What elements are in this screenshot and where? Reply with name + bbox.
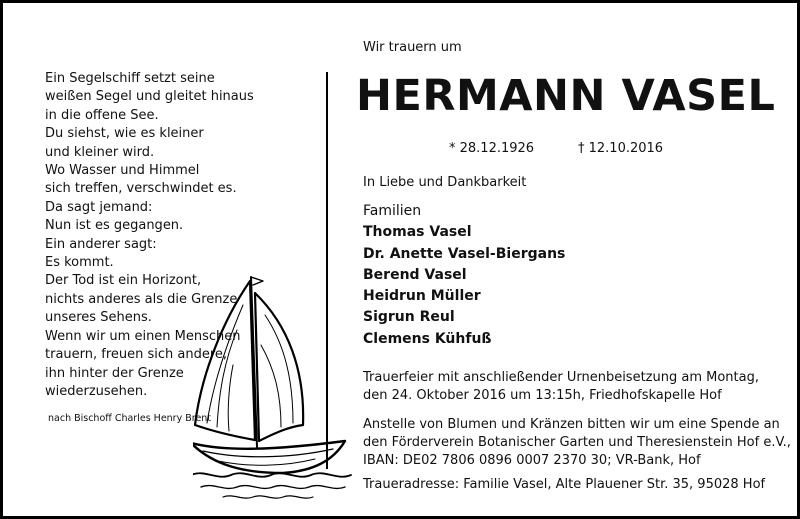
family-member: Dr. Anette Vasel-Biergans [363, 245, 566, 262]
death-date: † 12.10.2016 [578, 141, 664, 156]
donation-line: Anstelle von Blumen und Kränzen bitten wir um eine Spende an [363, 417, 780, 432]
family-label: Familien [363, 203, 422, 219]
poem-line: Ein Segelschiff setzt seine [45, 71, 215, 86]
poem-line: und kleiner wird. [45, 144, 155, 160]
donation-line: den Förderverein Botanischer Garten und Theresienstein Hof e.V., [363, 435, 791, 450]
vertical-divider [326, 72, 328, 469]
poem-line: Du siehst, wie es kleiner [45, 126, 204, 142]
poem-attribution: nach Bischoff Charles Henry Brent [48, 413, 212, 424]
family-member: Sigrun Reul [363, 309, 455, 326]
donation-line: IBAN: DE02 7806 0896 0007 2370 30; VR-Bank, Hof [363, 453, 701, 468]
poem-line: Ein anderer sagt: [45, 236, 157, 252]
sailboat-icon [193, 275, 353, 500]
family-member: Clemens Kühfuß [363, 330, 492, 347]
donation-info [363, 416, 791, 470]
ceremony-line: den 24. Oktober 2016 um 13:15h, Friedhofskapelle Hof [363, 388, 722, 403]
deceased-name: HERMANN VASEL [356, 71, 776, 121]
poem-line: nichts anderes als die Grenze [45, 291, 238, 307]
poem-line: Der Tod ist ein Horizont, [45, 273, 202, 289]
family-member: Berend Vasel [363, 266, 467, 283]
poem-line: Wo Wasser und Himmel [45, 163, 200, 179]
poem-line: unseres Sehens. [45, 310, 152, 326]
family-list [363, 201, 565, 350]
poem-line: trauern, freuen sich andere, [45, 347, 228, 363]
poem-line: in die offene See. [45, 107, 159, 123]
family-member: Heidrun Müller [363, 288, 481, 305]
poem-line: Nun ist es gegangen. [45, 218, 184, 234]
intro-text: Wir trauern um [363, 40, 462, 55]
poem-line: Es kommt. [45, 255, 114, 271]
poem-line: Wenn wir um einen Menschen [45, 328, 241, 344]
ceremony-line: Trauerfeier mit anschließender Urnenbeisetzung am Montag, [363, 370, 759, 385]
family-member: Thomas Vasel [363, 224, 472, 241]
address-line: Traueradresse: Familie Vasel, Alte Plauener Str. 35, 95028 Hof [363, 477, 766, 492]
birth-date: * 28.12.1926 [449, 141, 535, 156]
dedication-text: In Liebe und Dankbarkeit [363, 175, 527, 190]
ceremony-info [363, 369, 759, 405]
poem-line: sich treffen, verschwindet es. [45, 181, 237, 197]
poem-line: wiederzusehen. [45, 383, 148, 399]
poem-line: weißen Segel und gleitet hinaus [45, 89, 254, 105]
poem-line: ihn hinter der Grenze [45, 365, 184, 381]
mourning-address [363, 476, 765, 494]
poem-line: Da sagt jemand: [45, 199, 153, 215]
